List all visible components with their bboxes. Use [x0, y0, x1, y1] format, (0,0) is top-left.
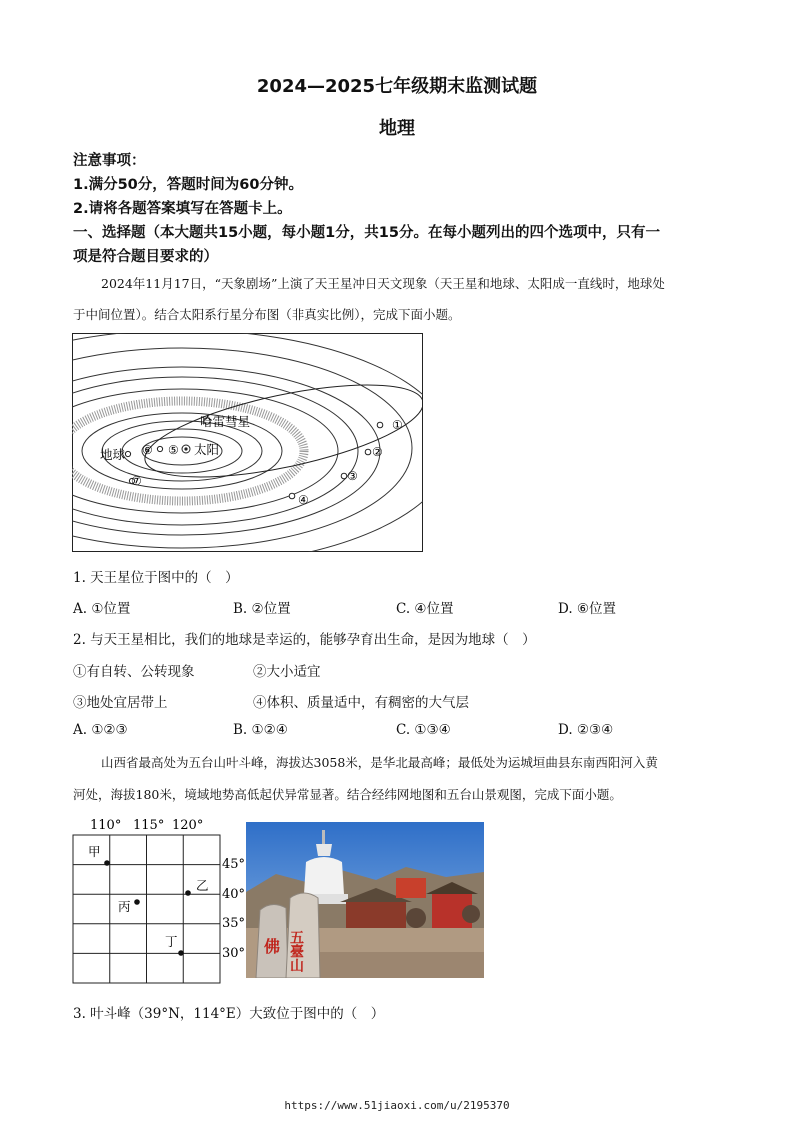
- passage2-line2: 河处，海拔180米，境域地势高低起伏异常显著。结合经纬网地图和五台山景观图，完成下面小题。: [73, 787, 622, 802]
- planet-4-marker: [289, 493, 295, 499]
- label-6: ⑥: [142, 443, 153, 457]
- passage2-line1: 山西省最高处为五台山叶斗峰，海拔达3058米，是华北最高峰；最低处为运城垣曲县东南西阳河入黄: [101, 755, 658, 770]
- point-bing-label: 丙: [118, 899, 131, 914]
- subject-title: 地理: [379, 118, 415, 139]
- q1-stem: 1. 天王星位于图中的（ ）: [73, 570, 239, 586]
- label-3: ③: [347, 469, 358, 483]
- photo-carving-left: 佛: [264, 937, 281, 956]
- q2-statement-1: ①有自转、公转现象: [73, 664, 195, 680]
- planet-1-marker: [377, 422, 383, 428]
- label-5: ⑤: [168, 443, 179, 457]
- label-1: ①: [392, 418, 403, 432]
- lat-label-40: 40°: [222, 887, 246, 902]
- q3-stem: 3. 叶斗峰（39°N，114°E）大致位于图中的（ ）: [73, 1006, 385, 1022]
- page-title: 2024—2025七年级期末监测试题: [256, 76, 538, 97]
- point-yi-marker: [185, 890, 191, 896]
- lon-label-115: 115°: [133, 818, 165, 833]
- label-earth: 地球: [100, 447, 126, 462]
- label-halley-comet: 哈雷彗星: [200, 414, 251, 429]
- planet-6-marker: [157, 446, 162, 451]
- point-jia-marker: [104, 860, 110, 866]
- q2-option-c[interactable]: C. ①③④: [396, 722, 451, 738]
- point-yi-label: 乙: [196, 878, 209, 893]
- q2-stem: 2. 与天王星相比，我们的地球是幸运的，能够孕育出生命，是因为地球（ ）: [73, 632, 536, 648]
- lat-label-45: 45°: [222, 857, 246, 872]
- q1-option-b[interactable]: B. ②位置: [233, 601, 291, 617]
- footer-url[interactable]: https://www.51jiaoxi.com/u/2195370: [284, 1099, 510, 1112]
- point-ding-marker: [178, 950, 184, 956]
- q1-option-d[interactable]: D. ⑥位置: [558, 601, 617, 617]
- q2-statement-4: ④体积、质量适中，有稠密的大气层: [253, 695, 469, 711]
- lon-label-120: 120°: [172, 818, 204, 833]
- notice-item-2: 2.请将各题答案填写在答题卡上。: [73, 201, 292, 217]
- q2-statement-2: ②大小适宜: [253, 664, 321, 680]
- q1-option-c[interactable]: C. ④位置: [396, 601, 454, 617]
- planet-3-marker: [341, 473, 347, 479]
- earth-marker: [125, 451, 130, 456]
- q2-statement-3: ③地处宜居带上: [73, 695, 168, 711]
- section-heading-line1: 一、选择题（本大题共15小题，每小题1分，共15分。在每小题列出的四个选项中，只有一: [73, 225, 660, 241]
- notice-heading: 注意事项：: [73, 153, 146, 169]
- point-bing-marker: [134, 899, 140, 905]
- lat-label-35: 35°: [222, 916, 246, 931]
- point-ding-label: 丁: [165, 934, 178, 949]
- section-heading-line2: 项是符合题目要求的）: [73, 249, 218, 265]
- solar-system-figure: [72, 333, 423, 552]
- q2-option-a[interactable]: A. ①②③: [73, 722, 128, 738]
- lat-label-30: 30°: [222, 946, 246, 961]
- label-4: ④: [298, 493, 309, 507]
- photo-carving-right: 五臺山: [288, 930, 304, 972]
- q1-option-a[interactable]: A. ①位置: [73, 601, 131, 617]
- point-jia-label: 甲: [88, 844, 101, 859]
- label-2: ②: [372, 445, 383, 459]
- wutai-mountain-photo: [246, 822, 484, 978]
- q2-option-b[interactable]: B. ①②④: [233, 722, 288, 738]
- q2-option-d[interactable]: D. ②③④: [558, 722, 614, 738]
- passage1-line2: 于中间位置）。结合太阳系行星分布图（非真实比例），完成下面小题。: [73, 307, 461, 322]
- lon-label-110: 110°: [90, 818, 122, 833]
- sun-icon: [182, 445, 190, 453]
- planet-2-marker: [365, 449, 371, 455]
- passage1-line1: 2024年11月17日，“天象剧场”上演了天王星冲日天文现象（天王星和地球、太阳成一直线时，地球处: [101, 276, 665, 291]
- label-7: ⑦: [131, 474, 142, 488]
- label-sun: 太阳: [194, 442, 220, 457]
- lat-long-grid-figure: [70, 814, 250, 986]
- notice-item-1: 1.满分50分，答题时间为60分钟。: [73, 177, 303, 193]
